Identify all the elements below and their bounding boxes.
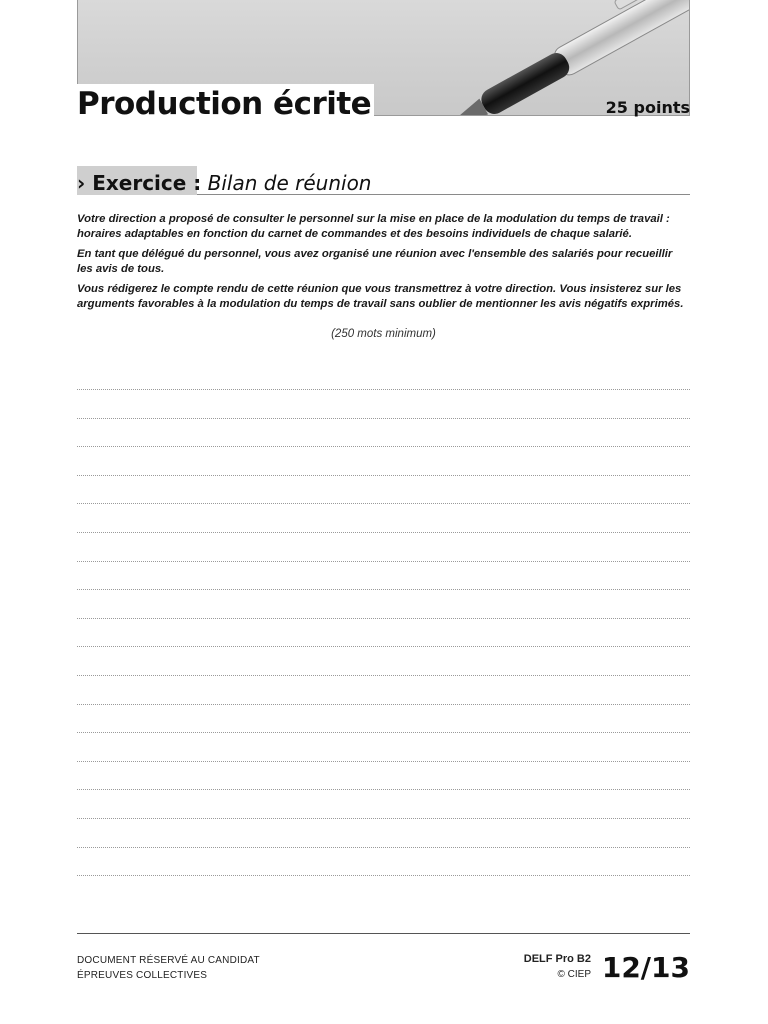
writing-line[interactable] [77, 618, 690, 619]
exercise-heading [77, 166, 690, 195]
writing-line[interactable] [77, 589, 690, 590]
footer-exam-info [500, 951, 591, 983]
writing-line[interactable] [77, 418, 690, 419]
instruction-paragraph: En tant que délégué du personnel, vous avez organisé une réunion avec l'ensemble des salariés pour recueillir les avis de tous. [77, 248, 673, 275]
exercise-title: Bilan de réunion [207, 171, 372, 195]
writing-line[interactable] [77, 875, 690, 876]
exercise-instructions [77, 212, 690, 317]
writing-area[interactable] [77, 389, 690, 904]
page-title: Production écrite [77, 86, 372, 122]
writing-line[interactable] [77, 847, 690, 848]
minimum-words-note: (250 mots minimum) [331, 328, 436, 340]
writing-line[interactable] [77, 675, 690, 676]
title-box [77, 84, 374, 124]
writing-line[interactable] [77, 532, 690, 533]
points-label: 25 points [605, 98, 690, 117]
writing-line[interactable] [77, 389, 690, 390]
instruction-paragraph: Vous rédigerez le compte rendu de cette réunion que vous transmettrez à votre direction. Vous insisterez sur les arguments favorables à la modulation du temps de travail sans oublier de mentionner les avis négatifs exprimés. [77, 283, 684, 310]
footer-left [77, 953, 260, 983]
writing-line[interactable] [77, 761, 690, 762]
writing-line[interactable] [77, 446, 690, 447]
footer-exam-name: DELF Pro B2 [523, 953, 591, 965]
footer-exam-section: ÉPREUVES COLLECTIVES [77, 970, 208, 981]
exercise-heading-text [77, 172, 371, 194]
writing-line[interactable] [77, 789, 690, 790]
instruction-paragraph: Votre direction a proposé de consulter le personnel sur la mise en place de la modulation du temps de travail : horaires adaptables en fonction du carnet de commandes et des besoins individuels de chaque salarié. [77, 213, 670, 240]
writing-line[interactable] [77, 503, 690, 504]
writing-line[interactable] [77, 561, 690, 562]
exercise-label: › Exercice : [77, 171, 202, 195]
writing-line[interactable] [77, 818, 690, 819]
writing-line[interactable] [77, 704, 690, 705]
writing-line[interactable] [77, 732, 690, 733]
footer-rule [77, 933, 690, 934]
writing-line[interactable] [77, 646, 690, 647]
footer-copyright: © CIEP [557, 969, 591, 980]
writing-line[interactable] [77, 475, 690, 476]
footer-candidate-notice: DOCUMENT RÉSERVÉ AU CANDIDAT [77, 955, 260, 966]
page-number: 12/13 [601, 951, 690, 984]
